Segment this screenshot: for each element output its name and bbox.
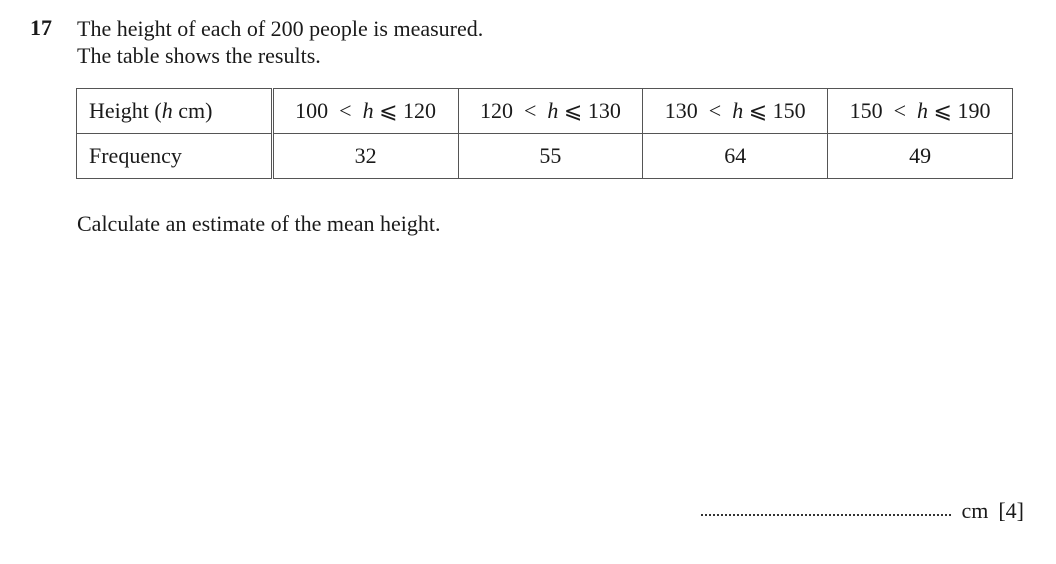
interval-cell-1 bbox=[272, 89, 458, 134]
less-than-symbol: < bbox=[523, 98, 537, 123]
interval-high: 130 bbox=[587, 98, 621, 123]
interval-variable: h bbox=[917, 98, 929, 123]
interval-cell-3 bbox=[643, 89, 828, 134]
answer-blank[interactable] bbox=[701, 514, 951, 516]
question-intro bbox=[77, 15, 483, 69]
frequency-cell-4: 49 bbox=[828, 134, 1013, 179]
answer-line bbox=[701, 498, 1024, 524]
interval-cell-2 bbox=[458, 89, 643, 134]
answer-unit: cm bbox=[961, 498, 989, 523]
frequency-row bbox=[77, 134, 1013, 179]
question-number: 17 bbox=[30, 15, 52, 40]
interval-variable: h bbox=[732, 98, 744, 123]
height-row bbox=[77, 89, 1013, 134]
interval-variable: h bbox=[547, 98, 559, 123]
less-than-symbol: < bbox=[893, 98, 907, 123]
frequency-table bbox=[76, 88, 1013, 179]
less-equal-symbol: ⩽ bbox=[748, 98, 768, 123]
interval-high: 120 bbox=[403, 98, 437, 123]
height-label-prefix: Height ( bbox=[89, 98, 162, 123]
less-than-symbol: < bbox=[708, 98, 722, 123]
frequency-cell-2: 55 bbox=[458, 134, 643, 179]
interval-low: 150 bbox=[849, 98, 883, 123]
less-equal-symbol: ⩽ bbox=[563, 98, 583, 123]
height-label-suffix: cm) bbox=[178, 98, 213, 123]
intro-line-1: The height of each of 200 people is measured. bbox=[77, 16, 484, 41]
frequency-cell-1: 32 bbox=[272, 134, 458, 179]
less-than-symbol: < bbox=[339, 98, 352, 123]
interval-low: 130 bbox=[664, 98, 698, 123]
intro-line-2: The table shows the results. bbox=[77, 43, 321, 68]
frequency-row-header: Frequency bbox=[77, 134, 273, 179]
marks-badge: [4] bbox=[998, 498, 1024, 523]
less-equal-symbol: ⩽ bbox=[379, 98, 398, 123]
interval-high: 190 bbox=[957, 98, 991, 123]
interval-low: 100 bbox=[295, 98, 329, 123]
interval-variable: h bbox=[362, 98, 374, 123]
frequency-cell-3: 64 bbox=[643, 134, 828, 179]
height-label-variable: h bbox=[161, 98, 173, 123]
interval-high: 150 bbox=[772, 98, 806, 123]
interval-low: 120 bbox=[479, 98, 513, 123]
less-equal-symbol: ⩽ bbox=[933, 98, 952, 123]
question-instruction: Calculate an estimate of the mean height. bbox=[77, 211, 441, 236]
interval-cell-4 bbox=[828, 89, 1013, 134]
height-row-header bbox=[77, 89, 273, 134]
